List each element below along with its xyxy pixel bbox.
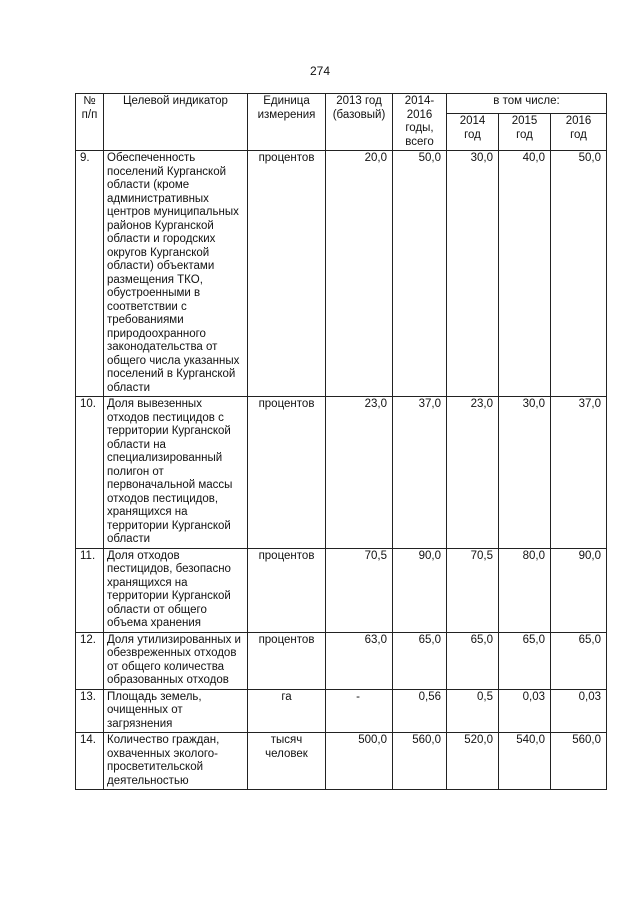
header-base-line1: 2013 год: [336, 95, 382, 107]
header-2016-line1: 2016: [565, 115, 592, 128]
row-num: 10.: [76, 397, 104, 549]
header-including: в том числе:: [447, 94, 607, 114]
page-number: 274: [309, 64, 331, 78]
row-2014: 65,0: [447, 632, 499, 689]
row-indicator: Количество граждан, охваченных эколого-просветительской деятельностью: [104, 733, 248, 790]
row-total: 50,0: [393, 151, 447, 397]
header-num-line2: п/п: [81, 108, 98, 121]
table-row: [76, 689, 607, 733]
header-total-line3: годы,: [405, 122, 434, 134]
row-num: 14.: [76, 733, 104, 790]
table-row: [76, 151, 607, 397]
row-num: 11.: [76, 548, 104, 632]
row-base: 70,5: [326, 548, 393, 632]
row-2014: 520,0: [447, 733, 499, 790]
row-unit: процентов: [248, 632, 326, 689]
header-num-line1: №: [83, 95, 96, 107]
row-2016: 0,03: [551, 689, 607, 733]
header-2014-line1: 2014: [459, 115, 486, 128]
row-2014: 30,0: [447, 151, 499, 397]
header-unit: [248, 94, 326, 151]
row-2016: 37,0: [551, 397, 607, 549]
row-total: 90,0: [393, 548, 447, 632]
header-unit-line1: Единица: [263, 95, 310, 107]
header-2016-line2: год: [570, 128, 587, 141]
header-total-line4: всего: [405, 135, 434, 148]
row-indicator: Доля утилизированных и обезвреженных отходов от общего количества образованных отходов: [104, 632, 248, 689]
header-2014-line2: год: [464, 128, 481, 141]
row-total: 37,0: [393, 397, 447, 549]
header-2014: [447, 114, 499, 151]
row-total: 0,56: [393, 689, 447, 733]
row-2014: 23,0: [447, 397, 499, 549]
row-base: -: [326, 689, 393, 733]
header-num: [76, 94, 104, 151]
row-num: 12.: [76, 632, 104, 689]
header-total: [393, 94, 447, 151]
row-num: 9.: [76, 151, 104, 397]
header-indicator: Целевой индикатор: [104, 94, 248, 151]
header-unit-line2: измерения: [257, 108, 316, 121]
row-indicator: Площадь земель, очищенных от загрязнения: [104, 689, 248, 733]
row-2014: 70,5: [447, 548, 499, 632]
row-2015: 40,0: [499, 151, 551, 397]
row-unit: тысяч человек: [248, 733, 326, 790]
header-row-1: [76, 94, 607, 114]
row-unit: процентов: [248, 548, 326, 632]
row-indicator: Обеспеченность поселений Курганской области (кроме административных центров муниципальных районов Курганской области и городских округов Курганской области) объектами размещения ТКО, обустроенными в соответствии с требованиями природоохранного законодательства от общего числа указанных поселений в Курганской области: [104, 151, 248, 397]
row-base: 20,0: [326, 151, 393, 397]
row-2015: 540,0: [499, 733, 551, 790]
header-2015-line2: год: [516, 128, 533, 141]
header-2016: [551, 114, 607, 151]
row-2016: 560,0: [551, 733, 607, 790]
row-total: 560,0: [393, 733, 447, 790]
row-num: 13.: [76, 689, 104, 733]
row-2014: 0,5: [447, 689, 499, 733]
row-unit: процентов: [248, 151, 326, 397]
row-base: 63,0: [326, 632, 393, 689]
header-base-year: [326, 94, 393, 151]
header-total-line2: 2016: [406, 108, 433, 121]
header-base-line2: (базовый): [332, 108, 386, 121]
table-row: [76, 632, 607, 689]
row-total: 65,0: [393, 632, 447, 689]
table-row: [76, 548, 607, 632]
row-unit: га: [248, 689, 326, 733]
row-unit: процентов: [248, 397, 326, 549]
row-2016: 50,0: [551, 151, 607, 397]
row-base: 500,0: [326, 733, 393, 790]
header-total-line1: 2014-: [404, 95, 435, 107]
row-indicator: Доля вывезенных отходов пестицидов с территории Курганской области на специализированный полигон от первоначальной массы отходов пестицидов, хранящихся на территории Курганской области: [104, 397, 248, 549]
row-indicator: Доля отходов пестицидов, безопасно хранящихся на территории Курганской области от общего объема хранения: [104, 548, 248, 632]
indicators-table: [75, 93, 607, 790]
header-2015: [499, 114, 551, 151]
table-row: [76, 733, 607, 790]
header-2015-line1: 2015: [511, 115, 538, 128]
row-2015: 80,0: [499, 548, 551, 632]
row-2015: 0,03: [499, 689, 551, 733]
row-base: 23,0: [326, 397, 393, 549]
row-2015: 30,0: [499, 397, 551, 549]
row-2016: 65,0: [551, 632, 607, 689]
table-row: [76, 397, 607, 549]
row-2015: 65,0: [499, 632, 551, 689]
row-2016: 90,0: [551, 548, 607, 632]
